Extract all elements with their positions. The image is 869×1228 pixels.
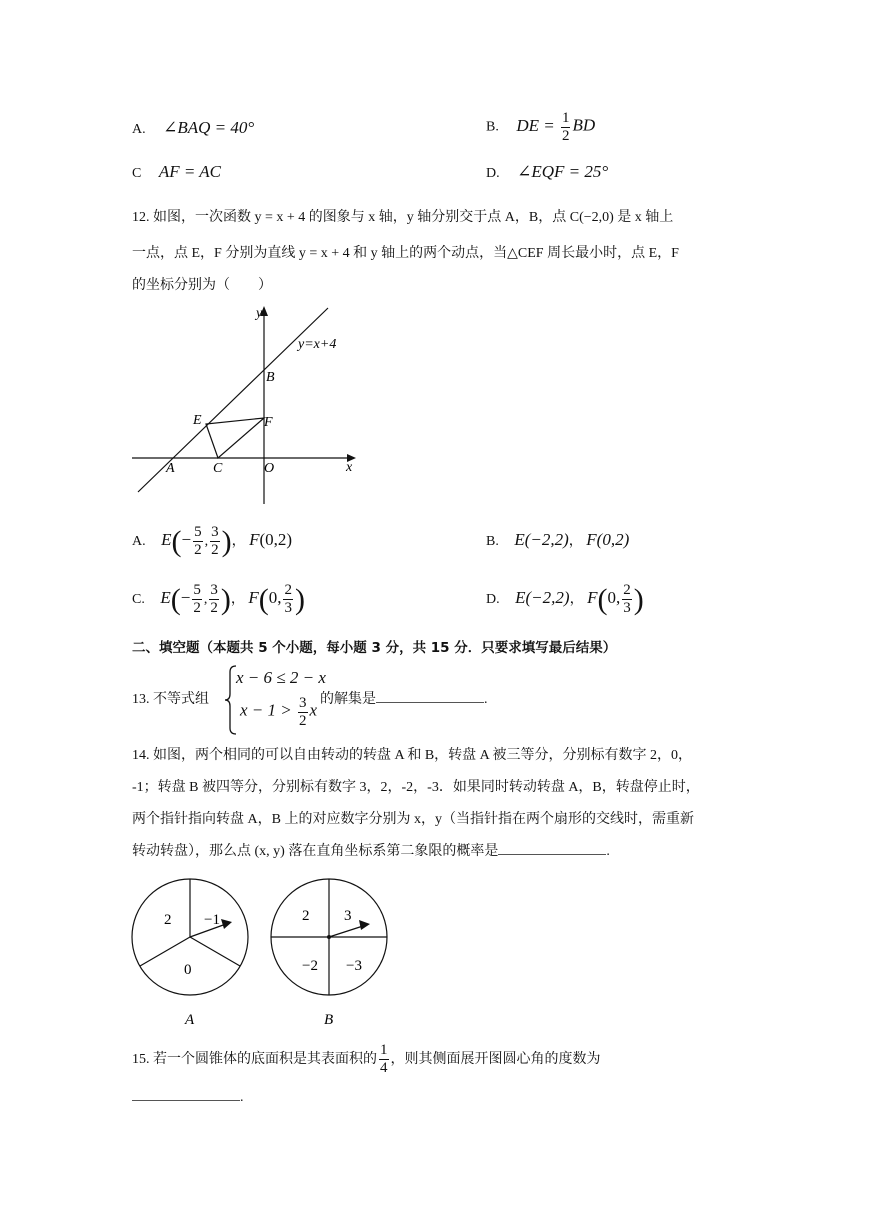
fraction-numerator: 3 [210, 582, 218, 599]
pointer-arrow-icon [221, 919, 232, 929]
fraction-numerator: 3 [211, 524, 219, 541]
sector-number: −1 [204, 912, 220, 928]
point-e-label: E [193, 413, 202, 428]
spinner-b [266, 874, 396, 1030]
point-f-label: F [264, 415, 273, 430]
q12-option-c: C. E(− $\frac{5}{2}$ , $\frac{3}{2}$ )， F(0, $\frac{2}{3}$ ) [132, 582, 305, 617]
x-axis-label: x [346, 460, 353, 475]
q13-suffix [320, 688, 488, 712]
fraction-numerator: 3 [299, 695, 307, 711]
q12-line-3: 的坐标分别为（ ） [132, 278, 272, 293]
fraction-numerator: 5 [193, 582, 201, 599]
point-a-label: A [166, 461, 175, 476]
q13-inequality-2 [240, 695, 317, 730]
q11-option-d [486, 160, 608, 186]
fraction-denominator: 2 [561, 128, 570, 144]
line-text: 转动转盘），那么点 (x, y) 落在直角坐标系第二象限的概率是 [132, 844, 499, 859]
triangle-cef [206, 418, 264, 458]
fraction-denominator: 3 [623, 600, 631, 617]
fraction [298, 695, 308, 730]
answer-blank[interactable] [498, 854, 606, 855]
fraction [561, 110, 571, 145]
q15-line-2 [132, 1086, 244, 1110]
fraction-numerator: 1 [561, 110, 570, 126]
option-label: C [132, 166, 142, 181]
fraction [622, 582, 632, 617]
fraction [209, 582, 219, 617]
point-e-coords: E(−2,2) [514, 530, 569, 549]
section-heading: 二、填空题（本题共 5 个小题，每小题 3 分，共 15 分．只要求填写最后结果） [132, 640, 617, 656]
fraction-numerator: 2 [623, 582, 631, 599]
option-label: D. [486, 592, 500, 607]
option-label: C. [132, 592, 145, 607]
fraction-denominator: 4 [380, 1060, 388, 1077]
option-expr: ∠BAQ = 40° [163, 118, 255, 137]
fraction [192, 582, 202, 617]
option-expr: ∠EQF = 25° [517, 162, 609, 181]
sector-number: 0 [184, 962, 192, 978]
spinner-caption: A [185, 1012, 195, 1028]
option-label: B. [486, 534, 499, 549]
q11-option-c [132, 160, 221, 186]
point-f-name: F [587, 588, 598, 607]
option-label: D. [486, 166, 500, 181]
inequality-text: x − 6 ≤ 2 − x [236, 668, 326, 687]
fraction-numerator: 5 [194, 524, 202, 541]
q14-line-4 [132, 840, 610, 864]
spinner-caption: B [324, 1012, 334, 1028]
fraction-denominator: 2 [299, 713, 307, 729]
period: . [240, 1090, 244, 1105]
q12-line-1: 12. 如图，一次函数 y = x + 4 的图象与 x 轴，y 轴分别交于点 A，B，点 C(−2,0) 是 x 轴上 [132, 210, 674, 225]
fraction-denominator: 2 [211, 542, 219, 559]
sector-number: −2 [302, 958, 318, 974]
fraction-denominator: 2 [194, 542, 202, 559]
inequality-rhs: x [309, 700, 318, 720]
answer-blank[interactable] [132, 1100, 240, 1101]
point-f-name: F [249, 530, 260, 549]
option-expr-rhs: BD [572, 115, 596, 135]
period: . [484, 692, 488, 707]
q12-option-a: A. E(− $\frac{5}{2}$ , $\frac{3}{2}$ )， F(0,2) [132, 524, 293, 559]
sector-number: 2 [302, 908, 310, 924]
q13-prefix: 13. 不等式组 [132, 692, 209, 707]
fraction-denominator: 2 [193, 600, 201, 617]
pointer-arrow-icon [359, 920, 370, 930]
point-e-name: E [161, 530, 172, 549]
option-label: A. [132, 534, 146, 549]
suffix-text: ，则其侧面展开图圆心角的度数为 [390, 1052, 601, 1067]
q11-option-a [132, 116, 254, 142]
point-f-coords: F(0,2) [586, 530, 630, 549]
q12-option-d: D. E(−2,2)， F(0, $\frac{2}{3}$ ) [486, 582, 644, 617]
fraction-denominator: 3 [284, 600, 292, 617]
fraction-numerator: 1 [380, 1042, 388, 1059]
q14-line-1: 14. 如图，两个相同的可以自由转动的转盘 A 和 B，转盘 A 被三等分，分别标有数字 2，0， [132, 748, 693, 763]
fraction-denominator: 2 [210, 600, 218, 617]
line-label: y=x+4 [298, 337, 337, 352]
q15-line-1 [132, 1040, 601, 1080]
sector-number: 3 [344, 908, 352, 924]
option-expr: AF = AC [158, 162, 221, 181]
spinner-a [128, 874, 258, 1030]
q14-line-3: 两个指针指向转盘 A，B 上的对应数字分别为 x，y（当指针指在两个扇形的交线时，需重新 [132, 812, 694, 827]
option-label: A. [132, 122, 146, 137]
q14-line-2: -1；转盘 B 被四等分，分别标有数字 3，2，-2，-3．如果同时转动转盘 A，B，转盘停止时， [132, 780, 700, 795]
q12-line-2: 一点，点 E，F 分别为直线 y = x + 4 和 y 轴上的两个动点，当△CEF 周长最小时，点 E，F [132, 246, 679, 261]
point-f-coords: (0,2) [259, 530, 293, 549]
point-o-label: O [264, 461, 275, 476]
point-e-coords: E(−2,2) [515, 588, 570, 607]
point-b-label: B [266, 370, 275, 385]
option-label: B. [486, 119, 499, 135]
fraction [283, 582, 293, 617]
fraction [193, 524, 203, 559]
y-axis-label: y [256, 306, 263, 321]
fraction [379, 1042, 389, 1077]
point-c-label: C [213, 461, 223, 476]
prefix-text: 15. 若一个圆锥体的底面积是其表面积的 [132, 1052, 377, 1067]
option-expr-lhs: DE = [516, 115, 559, 135]
q12-figure [128, 300, 368, 510]
sector-number: 2 [164, 912, 172, 928]
q13-inequality-1 [236, 666, 326, 692]
suffix-text: 的解集是 [320, 692, 376, 707]
point-e-name: E [160, 588, 171, 607]
sector-number: −3 [346, 958, 362, 974]
q12-option-b: B. E(−2,2)， F(0,2) [486, 530, 630, 549]
inequality-lhs: x − 1 > [240, 700, 296, 720]
point-f-name: F [248, 588, 259, 607]
period: . [606, 844, 610, 859]
pointer [329, 926, 363, 937]
answer-blank[interactable] [376, 702, 484, 703]
fraction-numerator: 2 [284, 582, 292, 599]
q11-option-b [486, 110, 595, 145]
fraction [210, 524, 220, 559]
